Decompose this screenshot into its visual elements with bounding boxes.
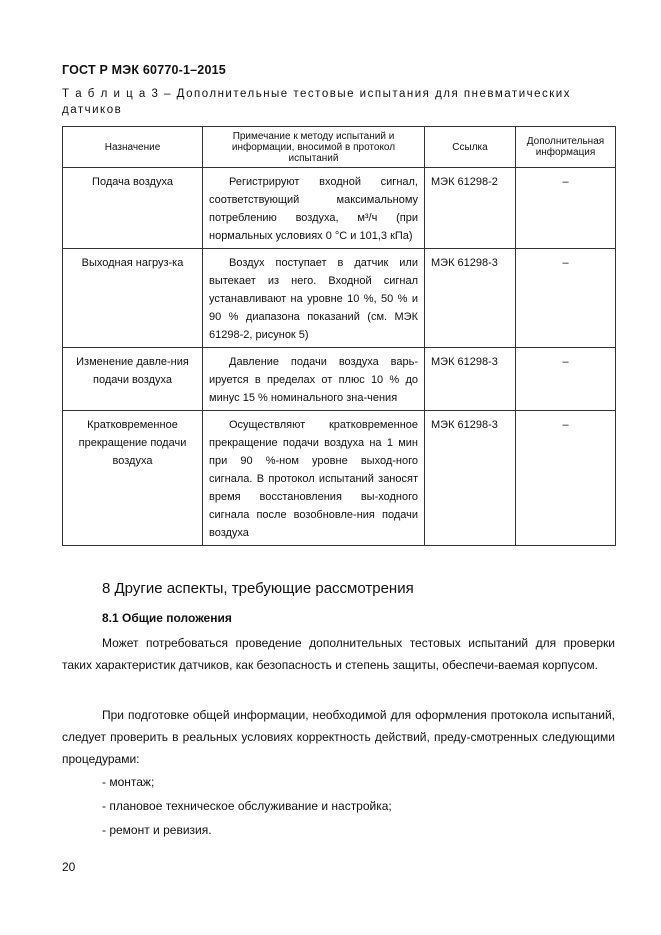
- cell-purpose: Подача воздуха: [63, 168, 203, 249]
- section-heading: 8 Другие аспекты, требующие рассмотрения: [102, 580, 414, 597]
- cell-extra-info: –: [516, 348, 616, 411]
- list-item: - ремонт и ревизия.: [102, 823, 212, 837]
- tests-table: [62, 126, 616, 546]
- cell-reference: МЭК 61298-3: [425, 249, 516, 348]
- cell-reference: МЭК 61298-2: [425, 168, 516, 249]
- cell-extra-info: –: [516, 249, 616, 348]
- table-row: [63, 411, 616, 546]
- table-row: [63, 348, 616, 411]
- column-header-extra-info: Дополнительная информация: [516, 127, 616, 168]
- column-header-purpose: Назначение: [63, 127, 203, 168]
- list-item: - монтаж;: [102, 775, 155, 789]
- cell-extra-info: –: [516, 411, 616, 546]
- cell-extra-info: –: [516, 168, 616, 249]
- cell-note: Давление подачи воздуха варь-ируется в пределах от плюс 10 % до минус 15 % номинального зна-чения: [203, 348, 425, 411]
- cell-reference: МЭК 61298-3: [425, 411, 516, 546]
- document-code: ГОСТ Р МЭК 60770-1–2015: [62, 63, 226, 77]
- cell-note: Осуществляют кратковременное прекращение подачи воздуха на 1 мин при 90 %-ном уровне выход-ного сигнала. В протокол испытаний заносят время восстановления вы-ходного сигнала после возобновле-ния подачи воздуха: [203, 411, 425, 546]
- cell-note: Регистрируют входной сигнал, соответствующий максимальному потреблению воздуха, м³/ч (при нормальных условиях 0 °С и 101,3 кПа): [203, 168, 425, 249]
- column-header-reference: Ссылка: [425, 127, 516, 168]
- column-header-note: Примечание к методу испытаний и информации, вносимой в протокол испытаний: [203, 127, 425, 168]
- procedures-list: [102, 770, 392, 842]
- table-row: [63, 168, 616, 249]
- cell-purpose: Кратковременное прекращение подачи воздуха: [63, 411, 203, 546]
- cell-purpose: Выходная нагруз-ка: [63, 249, 203, 348]
- cell-purpose: Изменение давле-ния подачи воздуха: [63, 348, 203, 411]
- list-item: - плановое техническое обслуживание и настройка;: [102, 799, 392, 813]
- cell-note: Воздух поступает в датчик или вытекает из него. Входной сигнал устанавливают на уровне 10 %, 50 % и 90 % диапазона показаний (см. МЭК 61298-2, рисунок 5): [203, 249, 425, 348]
- cell-reference: МЭК 61298-3: [425, 348, 516, 411]
- paragraph-1: Может потребоваться проведение дополнительных тестовых испытаний для проверки таких характеристик датчиков, как безопасность и степень защиты, обеспечи-ваемая корпусом.: [62, 636, 615, 672]
- table-header-row: [63, 127, 616, 168]
- page-number: 20: [62, 860, 76, 874]
- paragraph-2: При подготовке общей информации, необходимой для оформления протокола испытаний, следует проверить в реальных условиях корректность действий, преду-смотренных следующими процедурами:: [62, 708, 615, 766]
- table-caption: Т а б л и ц а 3 – Дополнительные тестовые испытания для пневматических датчиков: [62, 88, 571, 116]
- subsection-heading: 8.1 Общие положения: [102, 611, 232, 625]
- table-row: [63, 249, 616, 348]
